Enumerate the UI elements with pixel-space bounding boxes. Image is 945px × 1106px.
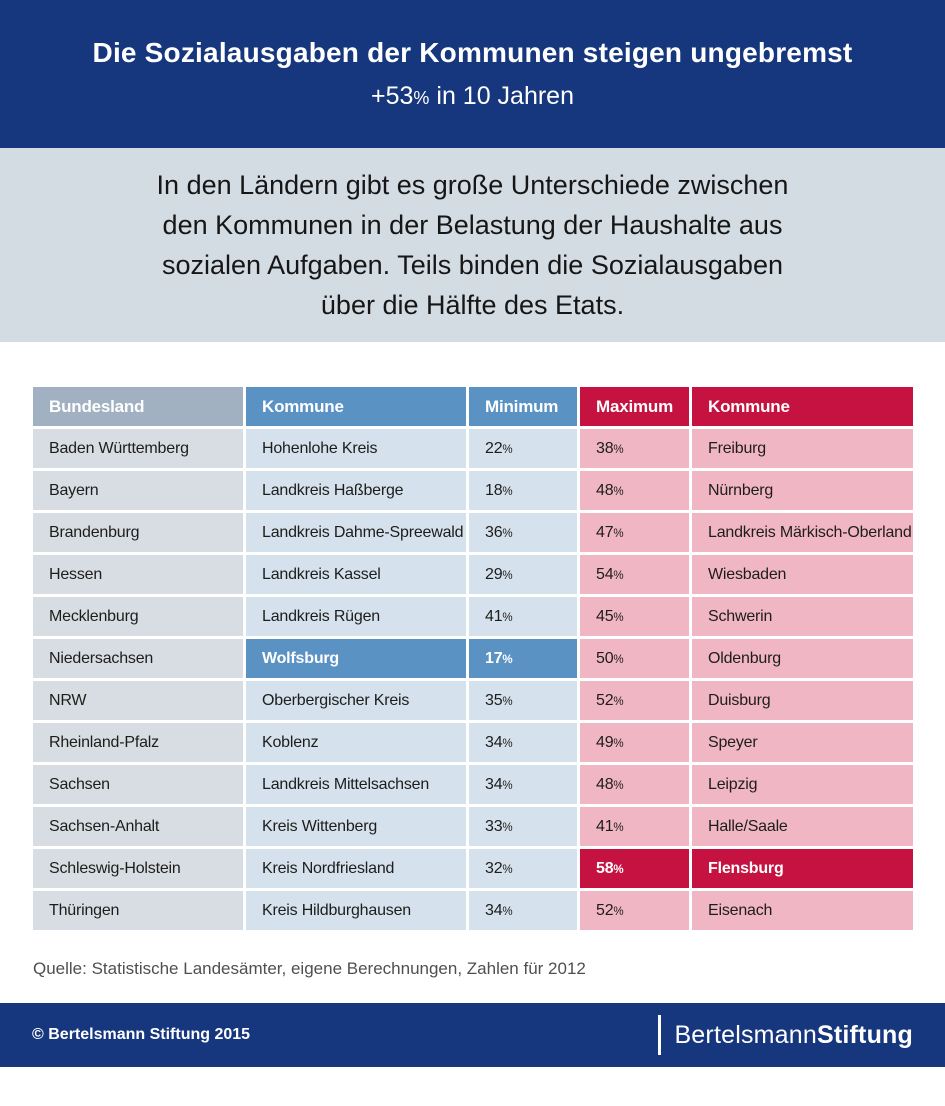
- table-row: [33, 597, 913, 636]
- cell-kommune-min: Kreis Hildburghausen: [246, 891, 466, 930]
- logo-divider-bar: [658, 1015, 661, 1055]
- intro-banner: [0, 148, 945, 342]
- table-row: [33, 513, 913, 552]
- cell-maximum: 49%: [580, 723, 689, 762]
- cell-bundesland: Sachsen: [33, 765, 243, 804]
- cell-minimum: 34%: [469, 723, 577, 762]
- cell-kommune-max: Landkreis Märkisch-Oberland: [692, 513, 913, 552]
- table-body: [33, 429, 913, 930]
- cell-kommune-min: Koblenz: [246, 723, 466, 762]
- cell-kommune-max: Duisburg: [692, 681, 913, 720]
- cell-minimum: 22%: [469, 429, 577, 468]
- table-row: [33, 555, 913, 594]
- cell-kommune-max: Nürnberg: [692, 471, 913, 510]
- column-header-maximum: Maximum: [580, 387, 689, 426]
- cell-bundesland: Rheinland-Pfalz: [33, 723, 243, 762]
- cell-kommune-min: Landkreis Haßberge: [246, 471, 466, 510]
- data-table: [30, 384, 916, 933]
- cell-bundesland: Bayern: [33, 471, 243, 510]
- cell-minimum: 32%: [469, 849, 577, 888]
- cell-kommune-max: Flensburg: [692, 849, 913, 888]
- cell-kommune-min: Landkreis Kassel: [246, 555, 466, 594]
- logo-suffix: Stiftung: [816, 1020, 913, 1049]
- intro-line: In den Ländern gibt es große Unterschiede zwischen: [156, 170, 789, 200]
- cell-bundesland: Brandenburg: [33, 513, 243, 552]
- cell-minimum: 34%: [469, 891, 577, 930]
- cell-kommune-max: Eisenach: [692, 891, 913, 930]
- cell-kommune-max: Schwerin: [692, 597, 913, 636]
- table-header: [33, 387, 913, 426]
- table-row: [33, 723, 913, 762]
- column-header-kommune-max: Kommune: [692, 387, 913, 426]
- column-header-bundesland: Bundesland: [33, 387, 243, 426]
- cell-kommune-min: Oberbergischer Kreis: [246, 681, 466, 720]
- table-row: [33, 471, 913, 510]
- footer: [0, 1003, 945, 1067]
- cell-bundesland: Hessen: [33, 555, 243, 594]
- logo-name: Bertelsmann: [674, 1020, 817, 1049]
- cell-kommune-max: Leipzig: [692, 765, 913, 804]
- cell-maximum: 45%: [580, 597, 689, 636]
- cell-minimum: 34%: [469, 765, 577, 804]
- table-row: [33, 849, 913, 888]
- cell-kommune-min: Landkreis Dahme-Spreewald: [246, 513, 466, 552]
- cell-minimum: 41%: [469, 597, 577, 636]
- page-subtitle: +53% in 10 Jahren: [371, 82, 574, 110]
- intro-line: den Kommunen in der Belastung der Haushalte aus: [162, 210, 783, 240]
- cell-maximum: 52%: [580, 681, 689, 720]
- cell-kommune-max: Halle/Saale: [692, 807, 913, 846]
- cell-kommune-max: Freiburg: [692, 429, 913, 468]
- cell-maximum: 48%: [580, 765, 689, 804]
- cell-bundesland: Niedersachsen: [33, 639, 243, 678]
- cell-maximum: 58%: [580, 849, 689, 888]
- cell-maximum: 54%: [580, 555, 689, 594]
- cell-minimum: 17%: [469, 639, 577, 678]
- table-row: [33, 765, 913, 804]
- intro-line: über die Hälfte des Etats.: [320, 290, 625, 320]
- cell-bundesland: Sachsen-Anhalt: [33, 807, 243, 846]
- source-note: Quelle: Statistische Landesämter, eigene Berechnungen, Zahlen für 2012: [33, 959, 586, 978]
- cell-bundesland: Mecklenburg: [33, 597, 243, 636]
- cell-kommune-min: Kreis Nordfriesland: [246, 849, 466, 888]
- column-header-minimum: Minimum: [469, 387, 577, 426]
- table-row: [33, 429, 913, 468]
- cell-maximum: 50%: [580, 639, 689, 678]
- cell-maximum: 38%: [580, 429, 689, 468]
- cell-minimum: 33%: [469, 807, 577, 846]
- cell-minimum: 35%: [469, 681, 577, 720]
- table-row: [33, 891, 913, 930]
- bertelsmann-stiftung-logo: [658, 1015, 913, 1055]
- cell-kommune-max: Speyer: [692, 723, 913, 762]
- cell-kommune-min: Wolfsburg: [246, 639, 466, 678]
- cell-minimum: 36%: [469, 513, 577, 552]
- page-title: Die Sozialausgaben der Kommunen steigen ungebremst: [92, 37, 853, 68]
- copyright-text: © Bertelsmann Stiftung 2015: [32, 1026, 251, 1043]
- table-row: [33, 681, 913, 720]
- cell-kommune-max: Wiesbaden: [692, 555, 913, 594]
- column-header-kommune-min: Kommune: [246, 387, 466, 426]
- logo-wordmark: [674, 1021, 913, 1050]
- cell-kommune-min: Landkreis Rügen: [246, 597, 466, 636]
- cell-maximum: 41%: [580, 807, 689, 846]
- data-table-section: [0, 342, 945, 933]
- table-row: [33, 639, 913, 678]
- cell-kommune-min: Landkreis Mittelsachsen: [246, 765, 466, 804]
- cell-bundesland: Baden Württemberg: [33, 429, 243, 468]
- cell-minimum: 29%: [469, 555, 577, 594]
- cell-maximum: 48%: [580, 471, 689, 510]
- cell-kommune-min: Kreis Wittenberg: [246, 807, 466, 846]
- cell-minimum: 18%: [469, 471, 577, 510]
- cell-maximum: 52%: [580, 891, 689, 930]
- cell-kommune-min: Hohenlohe Kreis: [246, 429, 466, 468]
- cell-bundesland: NRW: [33, 681, 243, 720]
- table-header-row: [33, 387, 913, 426]
- table-row: [33, 807, 913, 846]
- cell-bundesland: Thüringen: [33, 891, 243, 930]
- header: [0, 0, 945, 148]
- intro-line: sozialen Aufgaben. Teils binden die Sozialausgaben: [162, 250, 783, 280]
- cell-kommune-max: Oldenburg: [692, 639, 913, 678]
- cell-bundesland: Schleswig-Holstein: [33, 849, 243, 888]
- cell-maximum: 47%: [580, 513, 689, 552]
